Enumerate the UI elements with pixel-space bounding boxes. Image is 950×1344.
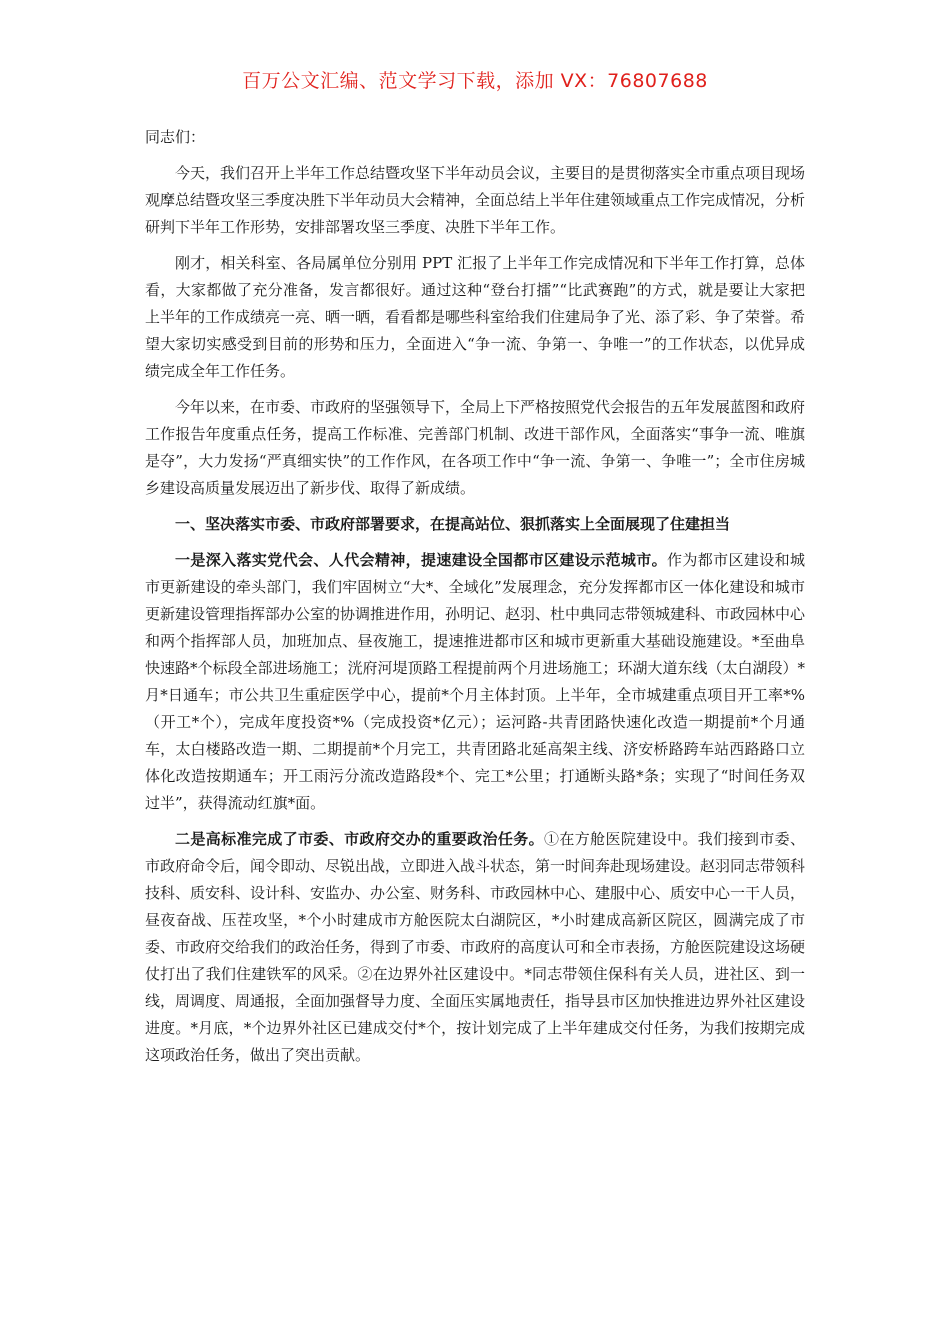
point-two-paragraph [145, 826, 805, 1069]
point-one-paragraph [145, 547, 805, 817]
salutation: 同志们： [145, 128, 206, 146]
point-one-lead: 一是深入落实党代会、人代会精神，提速建设全国都市区建设示范城市。 [175, 551, 667, 569]
document-body [145, 124, 805, 1078]
point-two-body: ①在方舱医院建设中。我们接到市委、市政府命令后，闻令即动、尽锐出战，立即进入战斗状态，第一时间奔赴现场建设。赵羽同志带领科技科、质安科、设计科、安监办、办公室、财务科、市政园林中心、建服中心、质安中心一干人员，昼夜奋战、压茬攻坚，*个小时建成市方舱医院太白湖院区，*小时建成高新区院区，圆满完成了市委、市政府交给我们的政治任务，得到了市委、市政府的高度认可和全市表扬，方舱医院建设这场硬仗打出了我们住建铁军的风采。②在边界外社区建设中。*同志带领住保科有关人员，进社区、到一线，周调度、周通报，全面加强督导力度、全面压实属地责任，指导县市区加快推进边界外社区建设进度。*月底，*个边界外社区已建成交付*个，按计划完成了上半年建成交付任务，为我们按期完成这项政治任务，做出了突出贡献。 [145, 830, 806, 1064]
watermark-banner: 百万公文汇编、范文学习下载，添加 VX：76807688 [242, 70, 708, 92]
section-heading: 一、坚决落实市委、市政府部署要求，在提高站位、狠抓落实上全面展现了住建担当 [175, 515, 731, 533]
paragraph-summary: 今年以来，在市委、市政府的坚强领导下，全局上下严格按照党代会报告的五年发展蓝图和政府工作报告年度重点任务，提高工作标准、完善部门机制、改进干部作风，全面落实“事争一流、唯旗是夺”，大力发扬“严真细实快”的工作作风，在各项工作中“争一流、争第一、争唯一”；全市住房城乡建设高质量发展迈出了新步伐、取得了新成绩。 [145, 398, 806, 497]
point-two-lead: 二是高标准完成了市委、市政府交办的重要政治任务。 [175, 830, 544, 848]
point-one-body: 作为都市区建设和城市更新建设的牵头部门，我们牢固树立“大*、全域化”发展理念，充分发挥都市区一体化建设和城市更新建设管理指挥部办公室的协调推进作用，孙明记、赵羽、杜中典同志带领城建科、市政园林中心和两个指挥部人员，加班加点、昼夜施工，提速推进都市区和城市更新重大基础设施建设。*至曲阜快速路*个标段全部进场施工；洸府河堤顶路工程提前两个月进场施工；环湖大道东线（太白湖段）*月*日通车；市公共卫生重症医学中心，提前*个月主体封顶。上半年，全市城建重点项目开工率*%（开工*个），完成年度投资*%（完成投资*亿元）；运河路-共青团路快速化改造一期提前*个月通车，太白楼路改造一期、二期提前*个月完工，共青团路北延高架主线、济安桥路跨车站西路路口立体化改造按期通车；开工雨污分流改造路段*个、完工*公里；打通断头路*条；实现了“时间任务双过半”，获得流动红旗*面。 [145, 551, 806, 812]
paragraph-review: 刚才，相关科室、各局属单位分别用 PPT 汇报了上半年工作完成情况和下半年工作打算，总体看，大家都做了充分准备，发言都很好。通过这种“登台打擂”“比武赛跑”的方式，就是要让大家把上半年的工作成绩亮一亮、晒一晒，看看都是哪些科室给我们住建局争了光、添了彩、争了荣誉。希望大家切实感受到目前的形势和压力，全面进入“争一流、争第一、争唯一”的工作状态，以优异成绩完成全年工作任务。 [145, 254, 806, 380]
paragraph-intro: 今天，我们召开上半年工作总结暨攻坚下半年动员会议，主要目的是贯彻落实全市重点项目现场观摩总结暨攻坚三季度决胜下半年动员大会精神，全面总结上半年住建领域重点工作完成情况，分析研判下半年工作形势，安排部署攻坚三季度、决胜下半年工作。 [145, 164, 806, 236]
